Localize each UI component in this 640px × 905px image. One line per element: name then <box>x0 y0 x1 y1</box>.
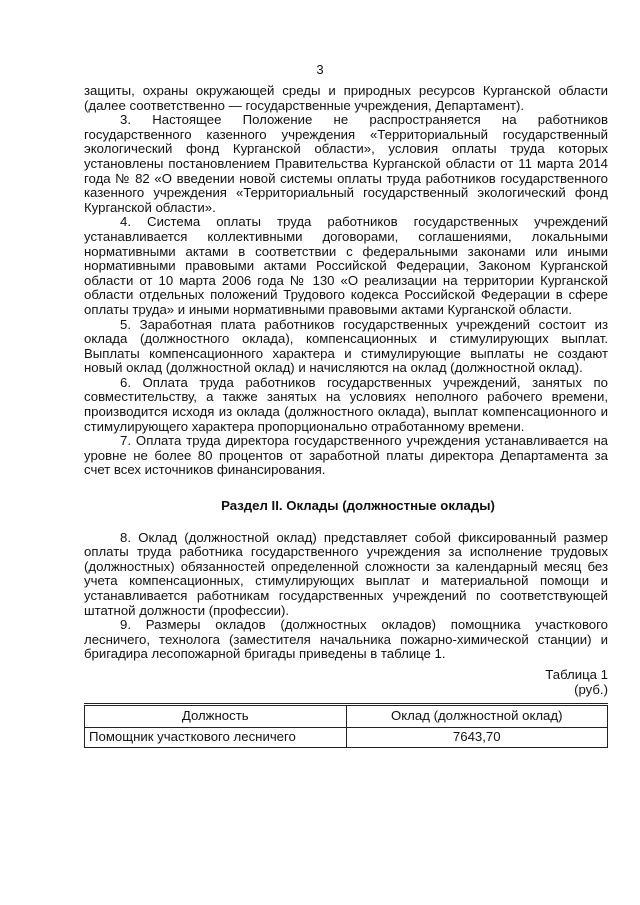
paragraph-3: 3. Настоящее Положение не распространяется на работников государственного казенного учреждения «Территориальный государственный экологический фонд Курганской области», условия оплаты труда которых установлены постановлением Правительства Курганской области от 11 марта 2014 года № 82 «О введении новой системы оплаты труда работников государственного казенного учреждения «Территориальный государственный экологический фонд Курганской области». <box>84 112 608 215</box>
table-row <box>85 728 608 748</box>
paragraph-5: 5. Заработная плата работников государственных учреждений состоит из оклада (должностного оклада), компенсационных и стимулирующих выплат. Выплаты компенсационного характера и стимулирующие выплаты не создают новый оклад (должностной оклад) и начисляются на оклад (должностной оклад). <box>84 316 608 376</box>
paragraph-9: 9. Размеры окладов (должностных окладов) помощника участкового лесничего, технолога (заместителя начальника пожарно-химической станции) и бригадира лесопожарной бригады приведены в таблице 1. <box>84 617 608 662</box>
table-caption: Таблица 1 <box>545 666 608 682</box>
paragraph-4: 4. Система оплаты труда работников государственных учреждений устанавливается коллективными договорами, соглашениями, локальными нормативными актами в соответствии с федеральными законами или иными нормативными правовыми актами Российской Федерации, Законом Курганской области от 10 марта 2006 года № 130 «О реализации на территории Курганской области отдельных положений Трудового кодекса Российской Федерации в сфере оплаты труда» и иными нормативными правовыми актами Курганской области. <box>84 214 608 317</box>
column-header-position: Должность <box>85 705 347 728</box>
table-unit: (руб.) <box>574 681 608 697</box>
column-header-salary: Оклад (должностной оклад) <box>346 705 608 728</box>
table-header-row <box>85 705 608 728</box>
cell-position: Помощник участкового лесничего <box>85 728 347 748</box>
cell-salary: 7643,70 <box>346 728 608 748</box>
paragraph-continuation: защиты, охраны окружающей среды и природных ресурсов Курганской области (далее соответственно — государственные учреждения, Департамент). <box>84 83 608 113</box>
document-body <box>84 84 608 748</box>
salary-table <box>84 703 608 748</box>
section-heading: Раздел II. Оклады (должностные оклады) <box>221 498 495 514</box>
paragraph-6: 6. Оплата труда работников государственных учреждений, занятых по совместительству, а также занятых на условиях неполного рабочего времени, производится исходя из оклада (должностного оклада), выплат компенсационного и стимулирующего характера пропорционально отработанному времени. <box>84 374 608 434</box>
paragraph-7: 7. Оплата труда директора государственного учреждения устанавливается на уровне не более 80 процентов от заработной платы директора Департамента за счет всех источников финансирования. <box>84 433 608 478</box>
paragraph-8: 8. Оклад (должностной оклад) представляет собой фиксированный размер оплаты труда работника государственного учреждения за исполнение трудовых (должностных) обязанностей определенной сложности за календарный месяц без учета компенсационных, стимулирующих выплат и материальной помощи и устанавливается работникам государственных учреждений по соответствующей штатной должности (профессии). <box>84 529 608 618</box>
page-number: 3 <box>316 62 324 77</box>
